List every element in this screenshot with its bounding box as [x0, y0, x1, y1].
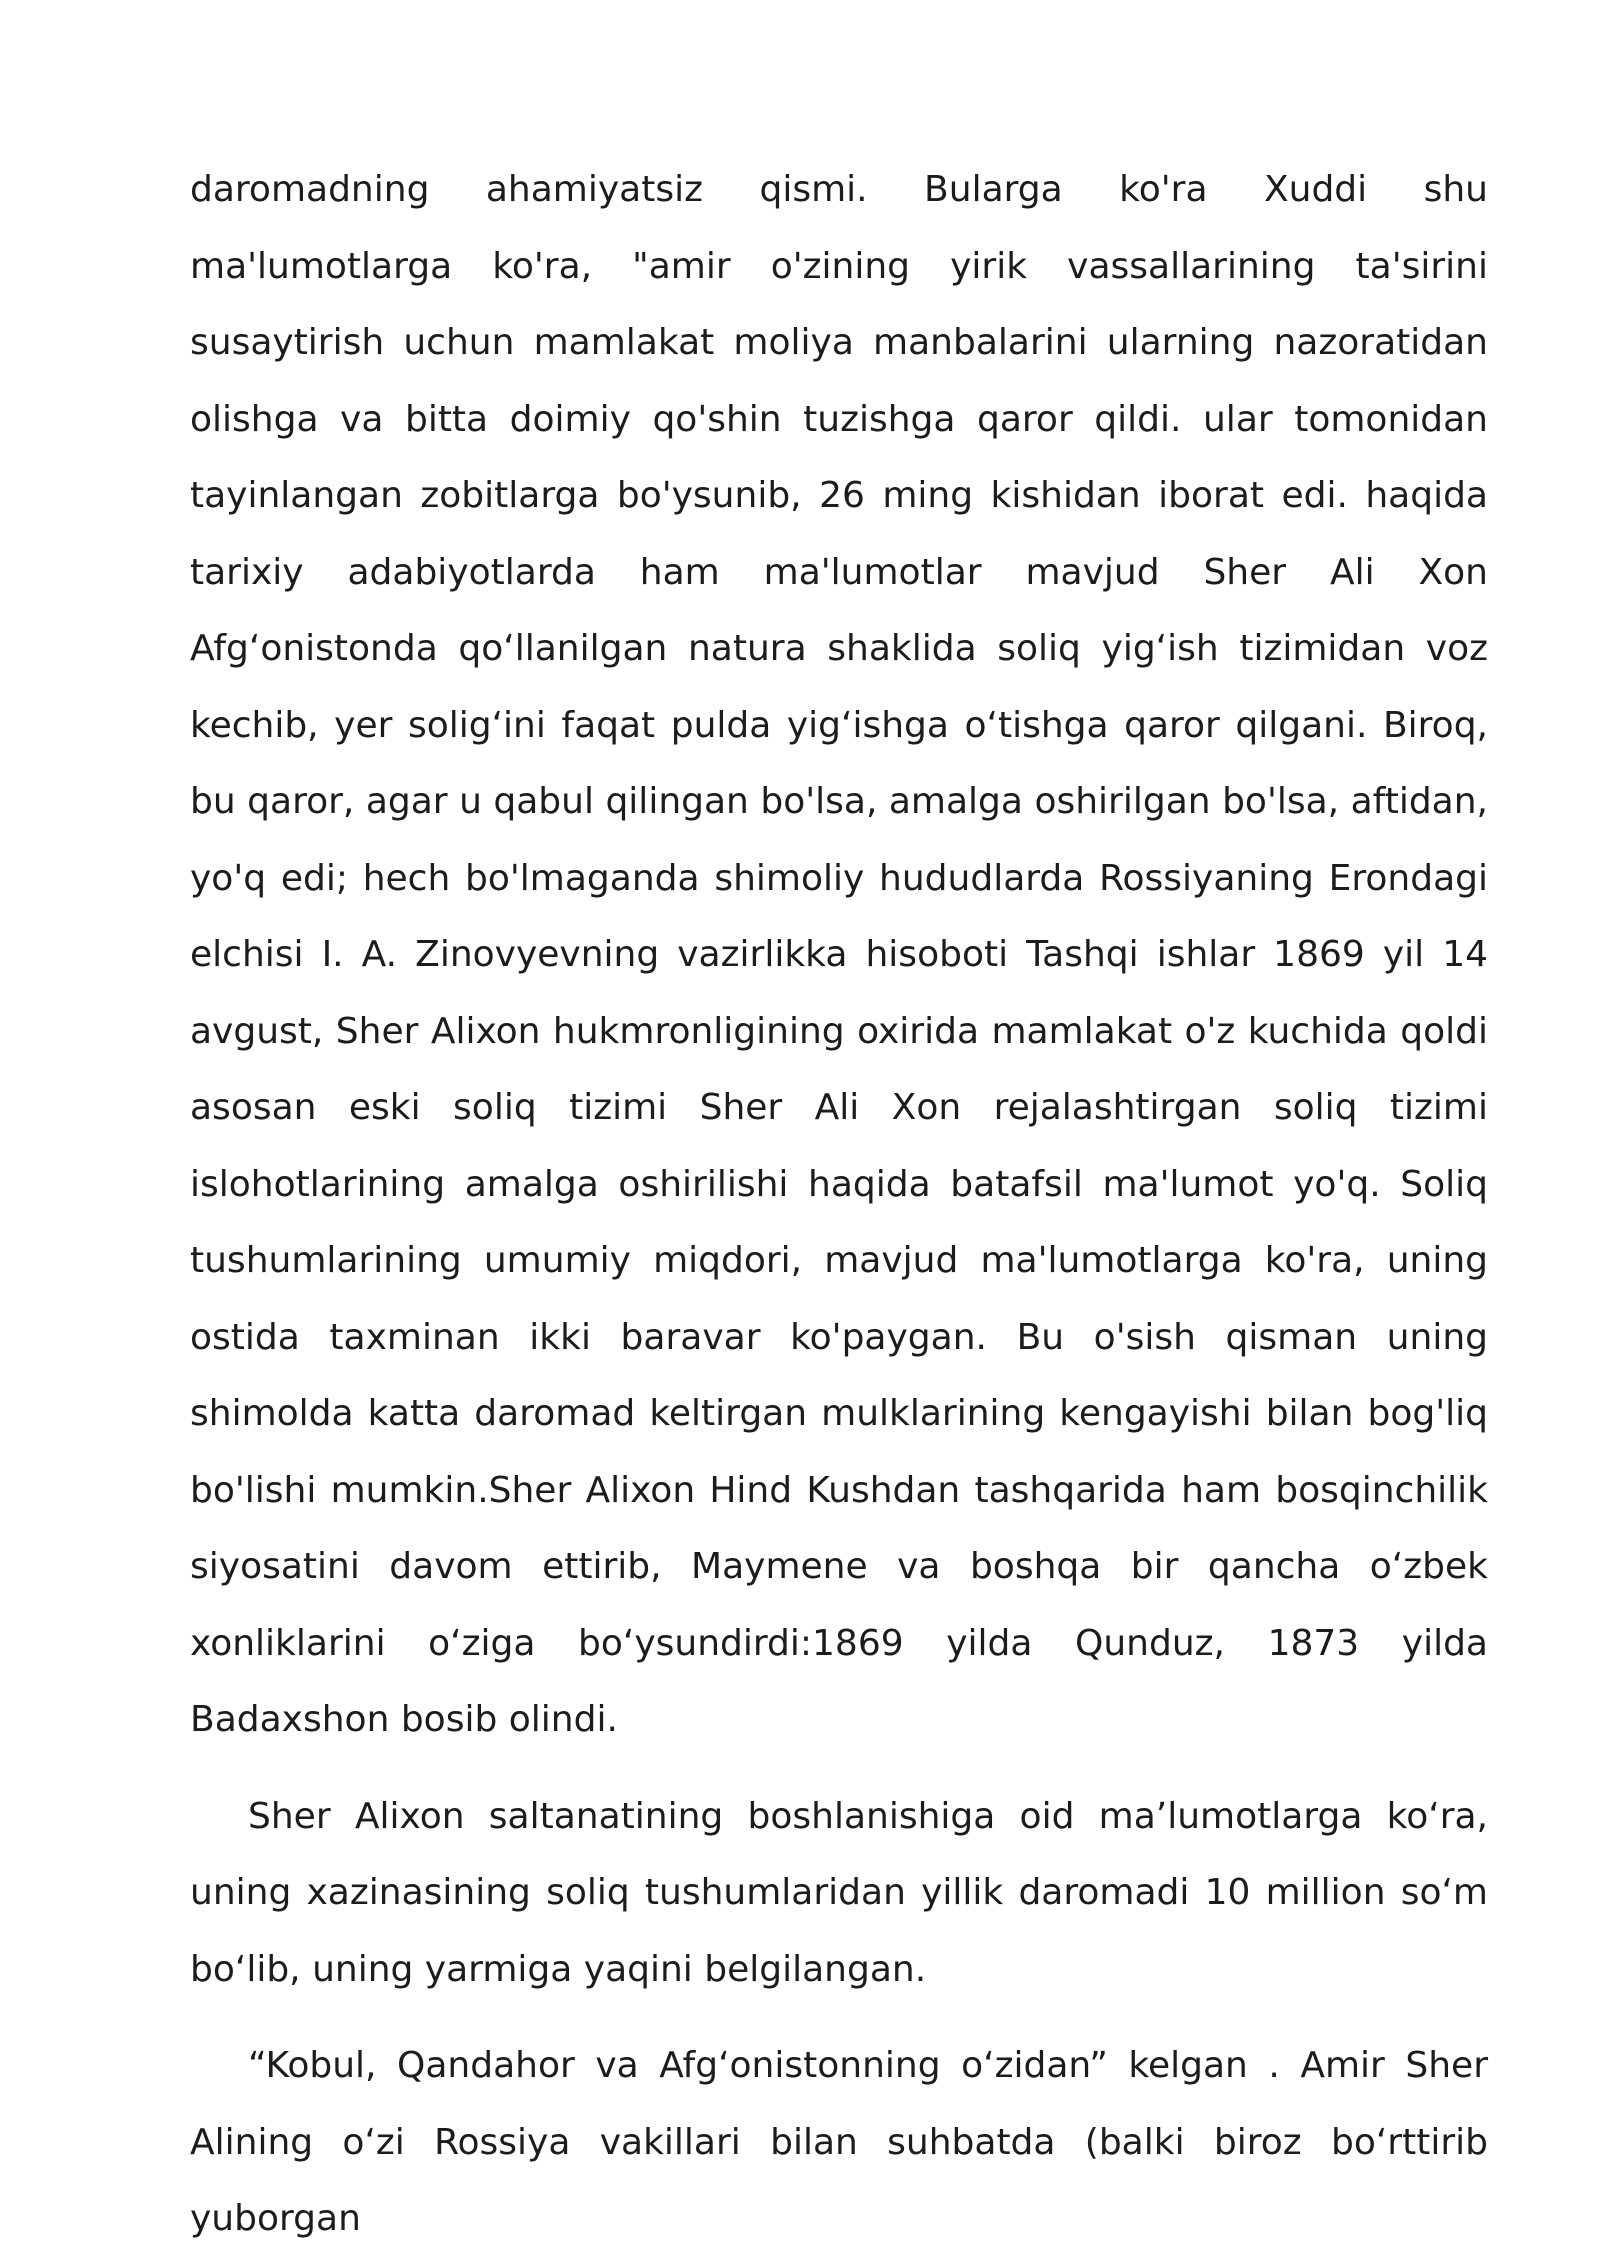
body-paragraph-1: daromadning ahamiyatsiz qismi. Bularga ko'ra Xuddi shu ma'lumotlarga ko'ra, "amir o'zining yirik vassallarining ta'sirini susaytirish uchun mamlakat moliya manbalarini ularning nazoratidan olishga va bitta doimiy qo'shin tuzishga qaror qildi. ular tomonidan tayinlangan zobitlarga bo'ysunib, 26 ming kishidan iborat edi. haqida tarixiy adabiyotlarda ham ma'lumotlar mavjud Sher Ali Xon Afg‘onistonda qo‘llanilgan natura shaklida soliq yig‘ish tizimidan voz kechib, yer solig‘ini faqat pulda yig‘ishga o‘tishga qaror qilgani. Biroq, bu qaror, agar u qabul qilingan bo'lsa, amalga oshirilgan bo'lsa, aftidan, yo'q edi; hech bo'lmaganda shimoliy hududlarda Rossiyaning Erondagi elchisi I. A. Zinovyevning vazirlikka hisoboti Tashqi ishlar 1869 yil 14 avgust, Sher Alixon hukmronligining oxirida mamlakat o'z kuchida qoldi asosan eski soliq tizimi Sher Ali Xon rejalashtirgan soliq tizimi islohotlarining amalga oshirilishi haqida batafsil ma'lumot yo'q. Soliq tushumlarining umumiy miqdori, mavjud ma'lumotlarga ko'ra, uning ostida taxminan ikki baravar ko'paygan. Bu o'sish qisman uning shimolda katta daromad keltirgan mulklarining kengayishi bilan bog'liq bo'lishi mumkin.Sher Alixon Hind Kushdan tashqarida ham bosqinchilik siyosatini davom ettirib, Maymene va boshqa bir qancha o‘zbek xonliklarini o‘ziga bo‘ysundirdi:1869 yilda Qunduz, 1873 yilda Badaxshon bosib olindi. — [190, 169, 1488, 1740]
body-paragraph-3: “Kobul, Qandahor va Afg‘onistonning o‘zidan” kelgan . Amir Sher Alining o‘zi Rossiya vakillari bilan suhbatda (balki biroz bo‘rttirib yuborgan — [190, 2045, 1488, 2239]
body-paragraph-2: Sher Alixon saltanatining boshlanishiga oid ma’lumotlarga ko‘ra, uning xazinasining soliq tushumlaridan yillik daromadi 10 million so‘m bo‘lib, uning yarmiga yaqini belgilangan. — [190, 1795, 1488, 1990]
